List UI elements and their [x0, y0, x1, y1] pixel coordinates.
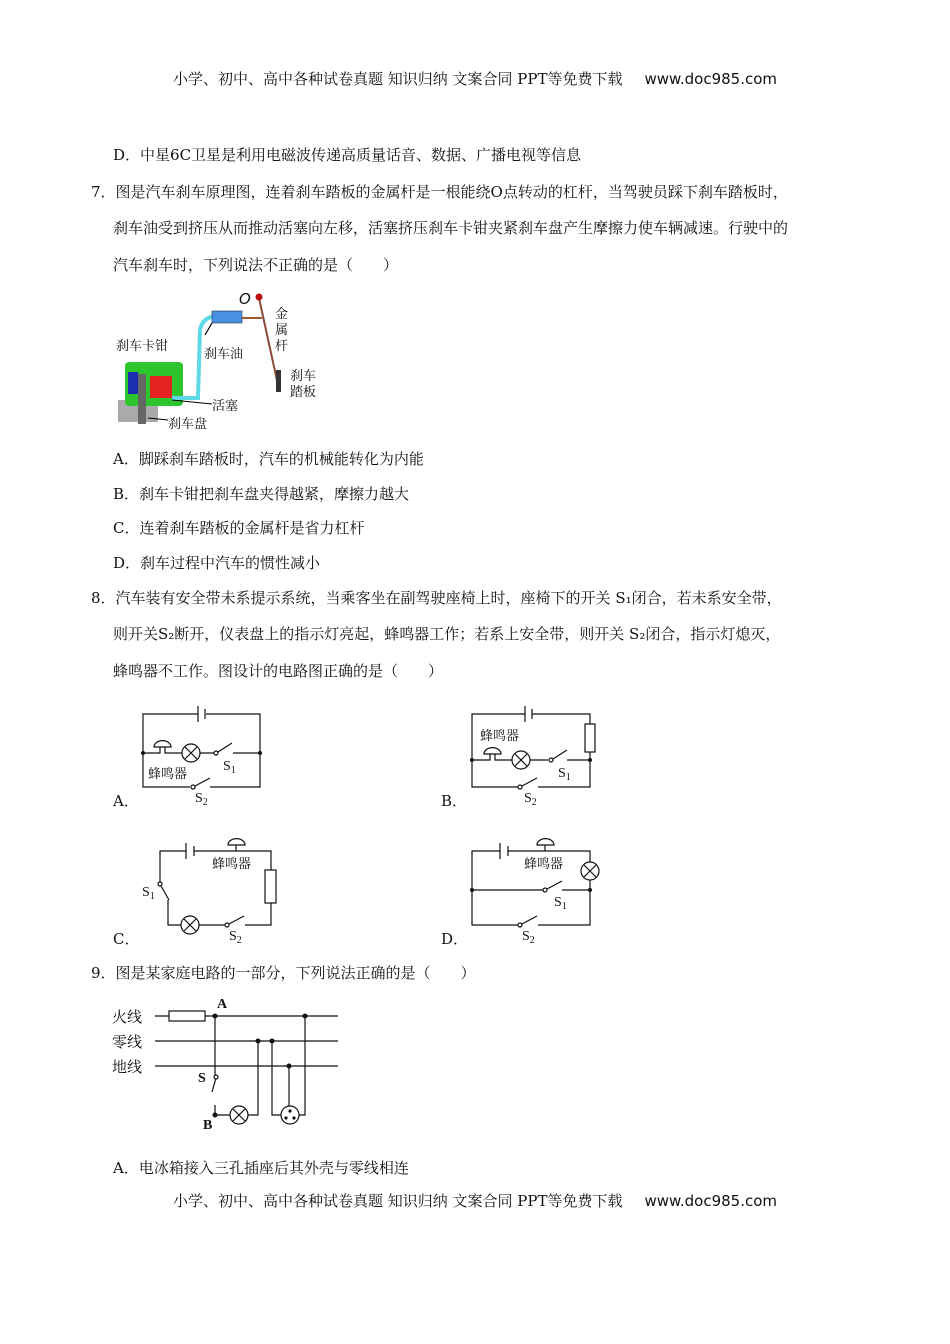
label-buzzer-d: 蜂鸣器 — [524, 857, 564, 872]
q6-option-d: D．中星6C卫星是利用电磁波传递高质量话音、数据、广播电视等信息 — [113, 146, 582, 164]
buzzer-icon — [228, 839, 245, 851]
switch-s1-icon — [547, 881, 562, 889]
resistor-icon — [585, 724, 595, 752]
pedal-shape — [276, 370, 281, 392]
brake-disc-shape — [138, 374, 146, 424]
q8-option-a-label: A． — [113, 792, 139, 810]
label-rod-2: 属 — [275, 323, 289, 338]
switch-s2-icon — [195, 778, 210, 786]
fuse-icon — [169, 1011, 205, 1021]
footer-text: 小学、初中、高中各种试卷真题 知识归纳 文案合同 PPT等免费下载 — [172, 1192, 623, 1210]
q7-option-d: D．刹车过程中汽车的惯性减小 — [113, 554, 321, 572]
circuit-d — [472, 839, 599, 927]
circuit-b — [472, 706, 595, 789]
q8-option-c-label: C． — [113, 930, 140, 948]
switch-s1-icon — [161, 886, 169, 900]
pivot-o — [256, 294, 263, 301]
label-buzzer-a: 蜂鸣器 — [148, 767, 188, 782]
q7-line-3: 汽车刹车时，下列说法不正确的是（ ） — [113, 256, 399, 274]
header-url[interactable]: www.doc985.com — [644, 70, 778, 88]
label-buzzer-b: 蜂鸣器 — [480, 729, 520, 744]
q8-option-d-label: D． — [441, 930, 469, 948]
switch-s1-icon — [218, 743, 232, 752]
label-rod-3: 杆 — [275, 339, 289, 354]
label-s1-c: $S_1$ — [142, 885, 155, 902]
q7-option-a: A．脚踩刹车踏板时，汽车的机械能转化为内能 — [113, 450, 424, 468]
household-circuit — [155, 1011, 338, 1124]
resistor-icon — [265, 870, 276, 903]
label-disc: 刹车盘 — [168, 417, 208, 432]
q7-line-1: 7．图是汽车刹车原理图，连着刹车踏板的金属杆是一根能绕O点转动的杠杆，当驾驶员踩下刹车踏板时， — [91, 183, 788, 201]
switch-s2-icon — [522, 778, 537, 786]
circuit-c — [158, 839, 276, 934]
label-point-b: B — [203, 1118, 213, 1133]
switch-s2-icon — [522, 916, 537, 924]
label-s1-a: $S_1$ — [223, 759, 236, 776]
label-ground-wire: 地线 — [112, 1058, 143, 1076]
q9-option-a: A．电冰箱接入三孔插座后其外壳与零线相连 — [113, 1159, 409, 1177]
label-s2-c: $S_2$ — [229, 929, 242, 946]
label-buzzer-c: 蜂鸣器 — [212, 857, 252, 872]
label-switch-s: S — [198, 1071, 206, 1086]
label-caliper: 刹车卡钳 — [116, 339, 169, 354]
switch-s1-icon — [553, 750, 567, 759]
label-neutral-wire: 零线 — [112, 1033, 143, 1051]
q9-line: 9．图是某家庭电路的一部分，下列说法正确的是（ ） — [91, 964, 476, 982]
buzzer-icon — [154, 741, 171, 747]
socket-icon — [281, 1106, 299, 1124]
switch-s2-icon — [229, 916, 244, 924]
label-s2-a: $S_2$ — [195, 791, 208, 808]
oil-cylinder — [212, 311, 242, 323]
label-piston: 活塞 — [212, 399, 239, 414]
header-text: 小学、初中、高中各种试卷真题 知识归纳 文案合同 PPT等免费下载 — [172, 70, 623, 88]
label-rod-1: 金 — [275, 307, 289, 322]
q7-option-b: B．刹车卡钳把刹车盘夹得越紧，摩擦力越大 — [113, 485, 410, 503]
q8-option-b-label: B． — [441, 792, 468, 810]
q7-option-c: C．连着刹车踏板的金属杆是省力杠杆 — [113, 519, 365, 537]
label-point-a: A — [217, 997, 228, 1012]
label-s1-d: $S_1$ — [554, 895, 567, 912]
piston-shape — [150, 376, 172, 398]
switch-s-icon — [214, 1075, 218, 1079]
q8-line-1: 8．汽车装有安全带未系提示系统，当乘客坐在副驾驶座椅上时，座椅下的开关 S₁闭合，若未系安全带， — [91, 589, 782, 607]
buzzer-icon — [537, 839, 554, 851]
q7-line-2: 刹车油受到挤压从而推动活塞向左移，活塞挤压刹车卡钳夹紧刹车盘产生摩擦力使车辆减速。行驶中的 — [113, 219, 789, 237]
label-oil: 刹车油 — [204, 347, 244, 362]
label-live-wire: 火线 — [112, 1008, 143, 1026]
label-o: O — [239, 290, 251, 308]
brake-diagram — [116, 290, 316, 432]
label-s1-b: $S_1$ — [558, 766, 571, 783]
label-s2-d: $S_2$ — [522, 929, 535, 946]
footer-url[interactable]: www.doc985.com — [644, 1192, 778, 1210]
label-s2-b: $S_2$ — [524, 791, 537, 808]
q8-line-3: 蜂鸣器不工作。图设计的电路图正确的是（ ） — [113, 662, 444, 680]
label-pedal-1: 刹车 — [290, 369, 317, 384]
buzzer-icon — [484, 748, 501, 754]
q8-line-2: 则开关S₂断开，仪表盘上的指示灯亮起，蜂鸣器工作；若系上安全带，则开关 S₂闭合，指示灯熄灭， — [113, 625, 781, 643]
label-pedal-2: 踏板 — [290, 385, 317, 400]
